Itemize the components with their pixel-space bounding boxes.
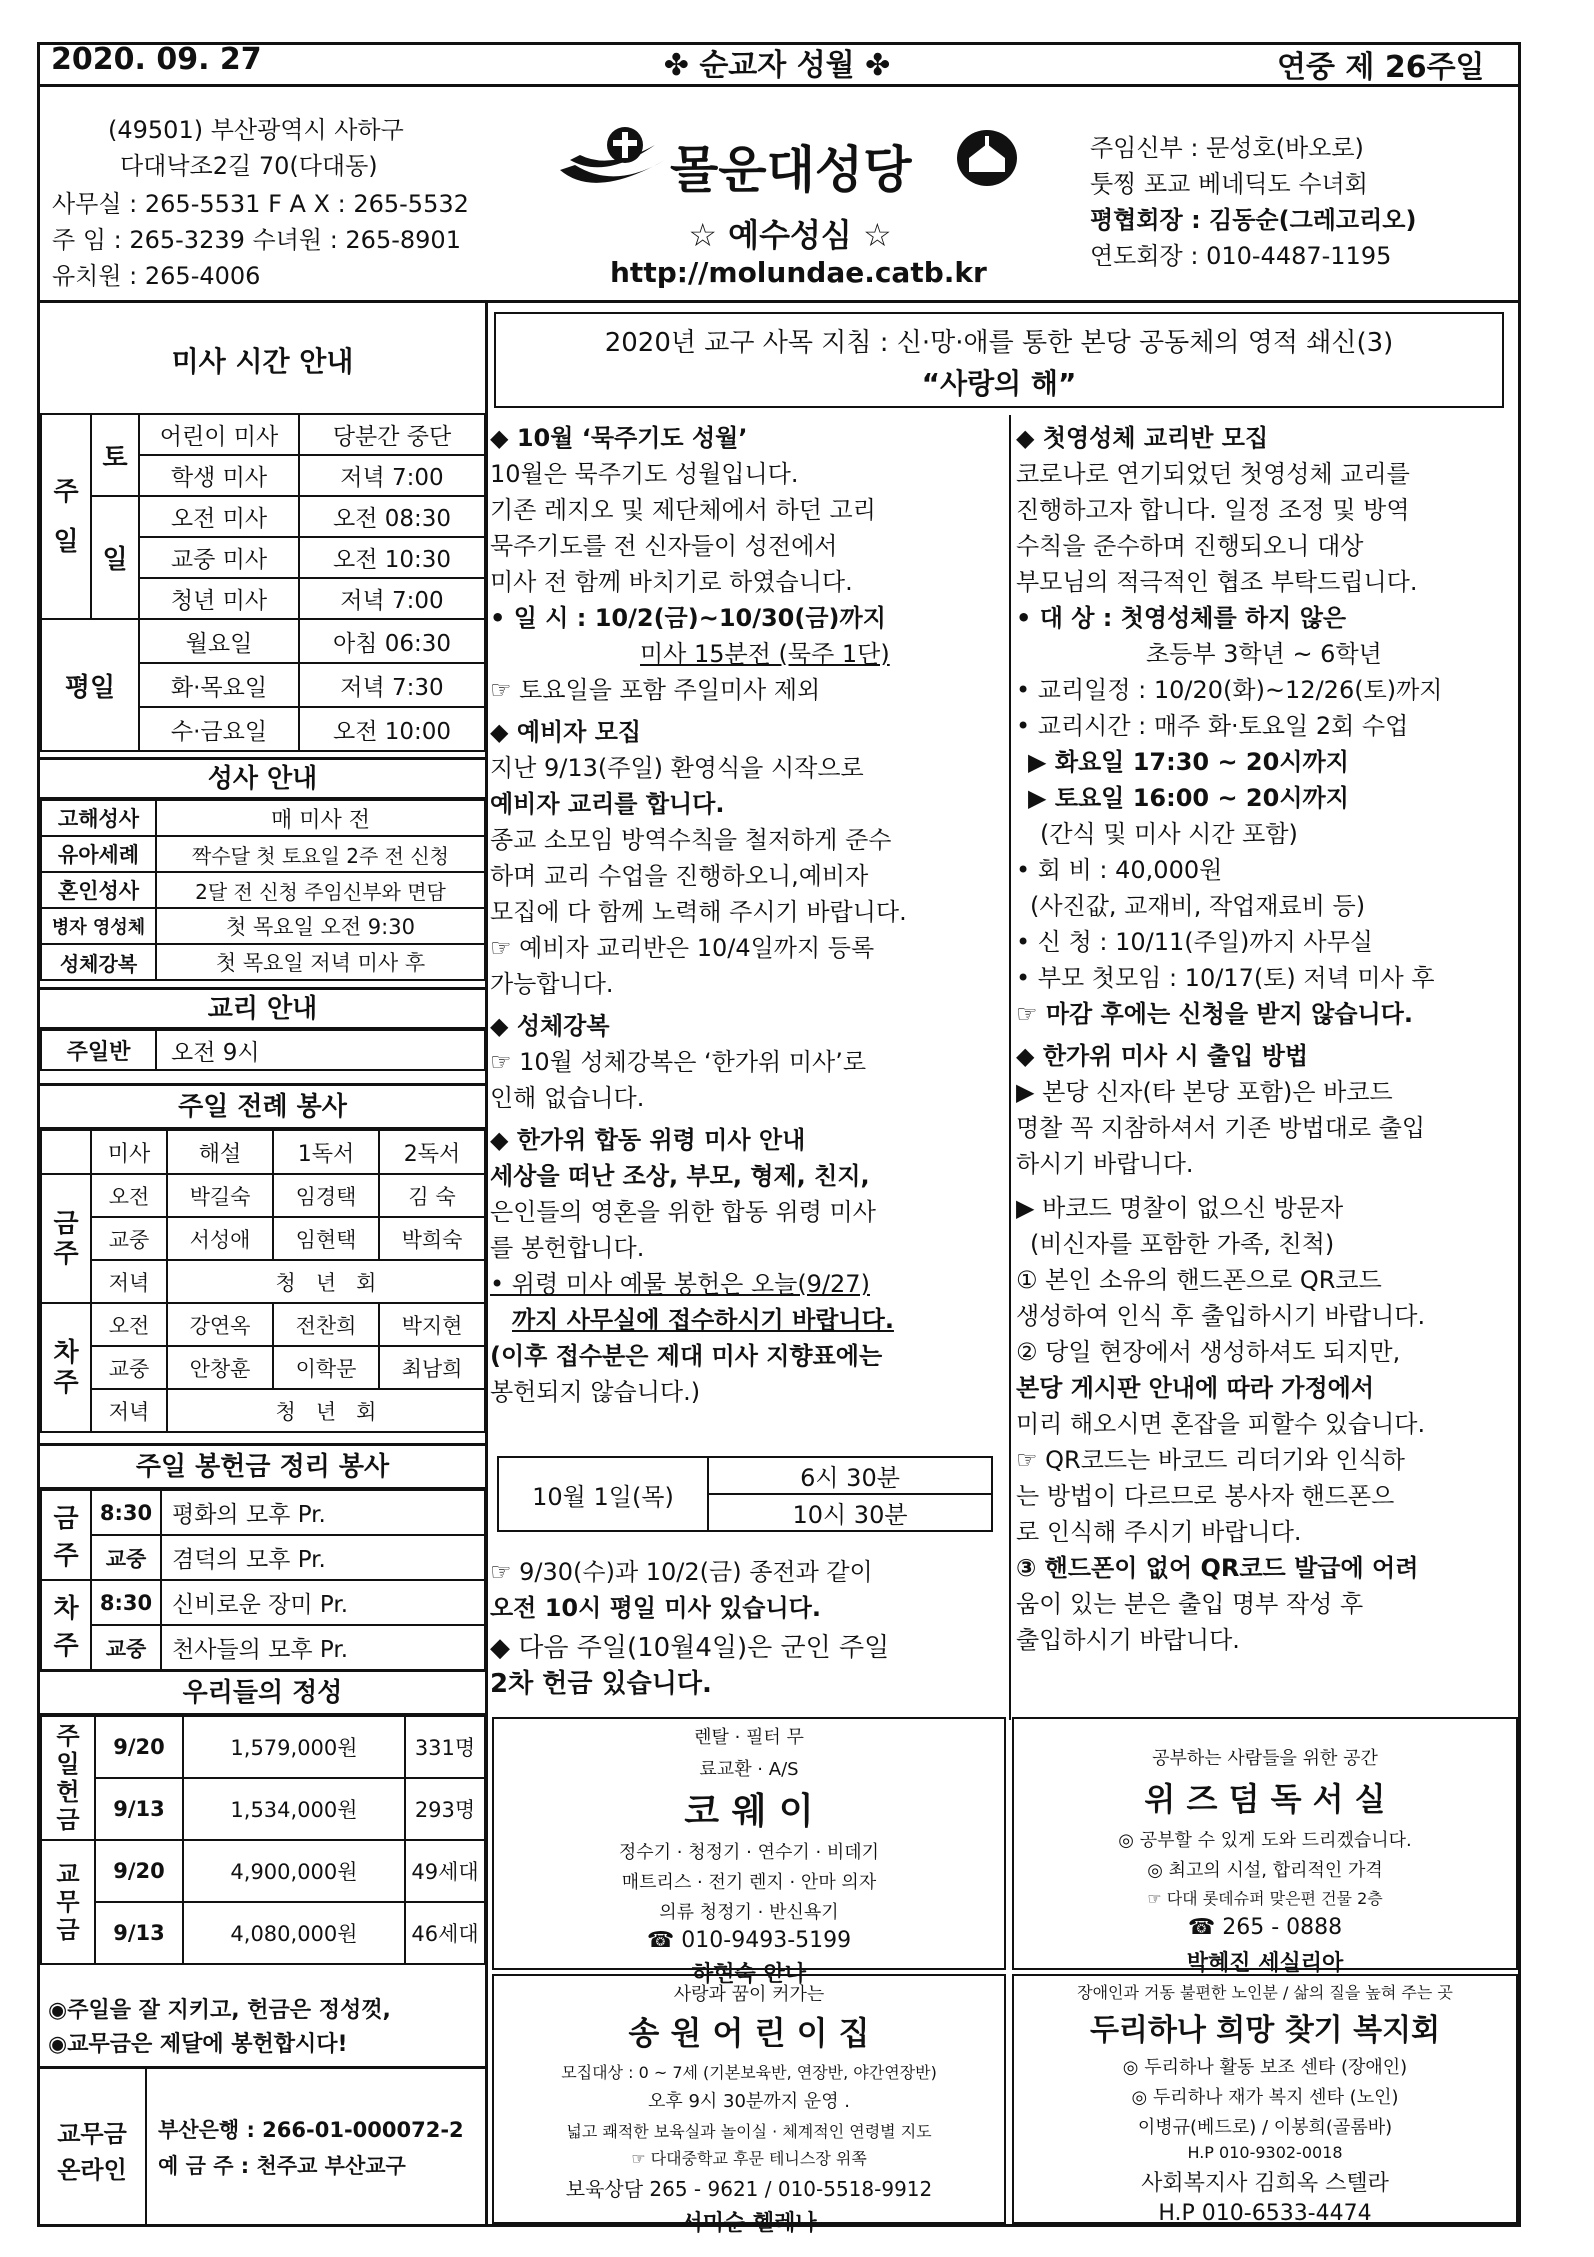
mass-time: 오전 10:00 — [299, 707, 485, 751]
issue-date: 2020. 09. 27 — [51, 42, 262, 77]
liturgy-person: 안창훈 — [167, 1346, 273, 1389]
liturgy-table — [40, 1129, 486, 1433]
mass-time: 저녁 7:30 — [299, 663, 485, 707]
entry-method-text: 출입하시기 바랍니다. — [1016, 1626, 1240, 1654]
ad-coway-products: 정수기 · 청정기 · 연수기 · 비데기 — [618, 1842, 880, 1863]
entry-method-text: 로 인식해 주시기 바랍니다. — [1016, 1518, 1302, 1546]
ad-wisdom-phone: ☎ 265 - 0888 — [1187, 1915, 1343, 1940]
dues-amount: 4,080,000원 — [183, 1902, 405, 1964]
liturgy-person: 박길숙 — [167, 1174, 273, 1217]
sacrament-value: 2달 전 신청 주임신부와 면담 — [156, 872, 485, 908]
memorial-text: (이후 접수분은 제대 미사 지향표에는 — [490, 1342, 883, 1370]
mass-name: 어린이 미사 — [139, 414, 299, 455]
offering-group: 평화의 모후 Pr. — [161, 1490, 485, 1535]
catechumen-text: 종교 소모임 방역수칙을 철저하게 준수 — [490, 826, 892, 854]
ad-coway-products: 의류 청정기 · 반신욕기 — [659, 1902, 839, 1923]
ad-coway-name: 코 웨 이 — [684, 1791, 814, 1832]
sacrament-value: 첫 목요일 오전 9:30 — [156, 908, 485, 944]
council-president: 평협회장 : 김동순(그레고리오) — [1090, 206, 1417, 234]
yeondo-president: 연도회장 : 010-4487-1195 — [1090, 242, 1392, 270]
mass-name: 교중 미사 — [139, 537, 299, 578]
address-line2: 다대낙조2길 70(다대동) — [120, 152, 378, 180]
entry-method-text: ③ 핸드폰이 없어 QR코드 발급에 어려 — [1016, 1554, 1419, 1582]
first-communion-text: 부모님의 적극적인 협조 부탁드립니다. — [1016, 568, 1418, 596]
dues-amount: 4,900,000원 — [183, 1840, 405, 1902]
left-notice-line1: ◉주일을 잘 지키고, 헌금은 정성껏, — [48, 1998, 391, 2023]
ad-durihana-name: 두리하나 희망 찾기 복지회 — [1089, 2013, 1441, 2048]
sacrament-value: 첫 목요일 저녁 미사 후 — [156, 944, 485, 980]
first-communion-text: • 신 청 : 10/11(주일)까지 사무실 — [1016, 928, 1373, 956]
offering-mass: 8:30 — [91, 1580, 161, 1625]
mass-time: 아침 06:30 — [299, 619, 485, 663]
catechism-label: 주일반 — [41, 1030, 156, 1070]
liturgy-group: 청 년 회 — [167, 1389, 485, 1432]
offering-mass: 교중 — [91, 1625, 161, 1670]
ad-coway-phone: ☎ 010-9493-5199 — [646, 1928, 852, 1953]
liturgy-next-week: 차주 — [41, 1303, 91, 1432]
ad-coway-tagline: 료교환 · A/S — [699, 1759, 799, 1780]
ad-durihana-contact: 사회복지사 김희옥 스텔라 — [1141, 2171, 1389, 2196]
catechumen-text: 예비자 교리를 합니다. — [490, 790, 725, 818]
entry-method-text: ☞ QR코드는 바코드 리더기와 인식하 — [1016, 1446, 1405, 1474]
sacrament-title: 성사 안내 — [40, 757, 485, 799]
next-sunday-note: 2차 헌금 있습니다. — [490, 1669, 712, 1699]
rosary-date: • 일 시 : 10/2(금)~10/30(금)까지 — [490, 604, 886, 632]
priest-phone: 주 임 : 265-3239 수녀원 : 265-8901 — [52, 226, 461, 254]
ad-songwon-content — [492, 1980, 1006, 2237]
offering-amount: 1,534,000원 — [183, 1778, 405, 1840]
dues-date: 9/13 — [95, 1902, 183, 1964]
sacrament-value: 짝수달 첫 토요일 2주 전 신청 — [156, 836, 485, 872]
sacrament-label: 혼인성사 — [41, 872, 156, 908]
memorial-mass-date: 10월 1일(목) — [498, 1457, 708, 1531]
kindergarten-phone: 유치원 : 265-4006 — [52, 262, 261, 290]
entry-method-title: ◆ 한가위 미사 시 출입 방법 — [1016, 1042, 1309, 1070]
pastoral-guideline-box — [494, 312, 1504, 408]
liturgy-title: 주일 전례 봉사 — [40, 1083, 485, 1129]
mass-name: 오전 미사 — [139, 496, 299, 537]
entry-method-text: ▶ 본당 신자(타 본당 포함)은 바코드 — [1016, 1078, 1393, 1106]
catechism-title: 교리 안내 — [40, 987, 485, 1029]
ad-coway-contact: 하현숙 안나 — [692, 1962, 806, 1987]
liturgy-person: 임현택 — [273, 1217, 379, 1260]
online-label-2: 온라인 — [57, 2156, 127, 2184]
offering-group: 천사들의 모후 Pr. — [161, 1625, 485, 1670]
first-communion-text: • 교리시간 : 매주 화·토요일 2회 수업 — [1016, 712, 1409, 740]
sacrament-label: 유아세례 — [41, 836, 156, 872]
mass-table — [40, 413, 486, 752]
offering-amount: 1,579,000원 — [183, 1716, 405, 1778]
column-1-bottom — [490, 1554, 1000, 1702]
liturgy-mass: 교중 — [91, 1346, 167, 1389]
next-sunday-note: ◆ 다음 주일(10월4일)은 군인 주일 — [490, 1633, 890, 1663]
offering-mass: 8:30 — [91, 1490, 161, 1535]
liturgy-person: 임경택 — [273, 1174, 379, 1217]
mass-sunday-day-label: 일 — [91, 496, 139, 619]
first-communion-text: (간식 및 미사 시간 포함) — [1040, 820, 1298, 848]
ad-wisdom-location: ☞ 다대 롯데슈퍼 맞은편 건물 2층 — [1147, 1889, 1383, 1908]
sacrament-label: 성체강복 — [41, 944, 156, 980]
first-communion-text: 초등부 3학년 ~ 6학년 — [1146, 640, 1382, 668]
memorial-text: 세상을 떠난 조상, 부모, 형제, 친지, — [490, 1162, 870, 1190]
ad-songwon-phone: 보육상담 265 - 9621 / 010-5518-9912 — [565, 2177, 933, 2201]
catechumen-text: 모집에 다 함께 노력해 주시기 바랍니다. — [490, 898, 907, 926]
church-url[interactable]: http://molundae.catb.kr — [610, 256, 987, 289]
ad-songwon-location: ☞ 다대중학교 후문 테니스장 위쪽 — [631, 2149, 867, 2168]
liturgy-header: 2독서 — [379, 1130, 485, 1174]
mass-name: 학생 미사 — [139, 455, 299, 496]
ad-wisdom-contact: 박혜진 세실리아 — [1186, 1951, 1344, 1976]
catechism-table — [40, 1029, 486, 1071]
mass-time: 저녁 7:00 — [299, 455, 485, 496]
first-communion-text: • 대 상 : 첫영성체를 하지 않은 — [1016, 604, 1347, 632]
online-label-1: 교무금 — [57, 2120, 127, 2148]
liturgy-mass: 교중 — [91, 1217, 167, 1260]
sisters: 툿찡 포교 베네딕도 수녀회 — [1090, 170, 1368, 198]
benediction-text: ☞ 10월 성체강복은 ‘한가위 미사’로 — [490, 1048, 867, 1076]
church-building-icon — [955, 128, 1019, 188]
mass-sunday-label: 주일 — [41, 414, 91, 619]
liturgy-person: 서성애 — [167, 1217, 273, 1260]
ad-wisdom-text: ◎ 최고의 시설, 합리적인 가격 — [1147, 1860, 1383, 1881]
ad-wisdom-tagline: 공부하는 사람들을 위한 공간 — [1152, 1748, 1378, 1769]
ad-durihana-phone: H.P 010-9302-0018 — [1187, 2143, 1343, 2162]
benediction-text: 인해 없습니다. — [490, 1084, 645, 1112]
ad-durihana-content — [1012, 1980, 1518, 2226]
memorial-mass-schedule — [497, 1456, 993, 1532]
left-notice-line2: ◉교무금은 제달에 봉헌합시다! — [48, 2032, 348, 2057]
rosary-note: ☞ 토요일을 포함 주일미사 제외 — [490, 676, 821, 704]
catechumen-text: 하며 교리 수업을 진행하오니,예비자 — [490, 862, 869, 890]
liturgical-week: 연중 제 26주일 — [1277, 50, 1485, 85]
church-name: 몰운대성당 — [670, 141, 912, 199]
first-communion-title: ◆ 첫영성체 교리반 모집 — [1016, 424, 1269, 452]
liturgy-header: 해설 — [167, 1130, 273, 1174]
liturgy-person: 김 숙 — [379, 1174, 485, 1217]
ad-durihana-contact-phone: H.P 010-6533-4474 — [1158, 2201, 1372, 2226]
dues-count: 49세대 — [405, 1840, 485, 1902]
first-communion-text: ▶ 토요일 16:00 ~ 20시까지 — [1028, 784, 1349, 812]
liturgy-group: 청 년 회 — [167, 1260, 485, 1303]
entry-method-text: ▶ 바코드 명찰이 없으신 방문자 — [1016, 1194, 1344, 1222]
mass-saturday-label: 토 — [91, 414, 139, 496]
catechism-value: 오전 9시 — [156, 1030, 485, 1070]
pastoral-line1: 2020년 교구 사목 지침 : 신·망·애를 통한 본당 공동체의 영적 쇄신(3) — [604, 328, 1394, 358]
mass-name: 월요일 — [139, 619, 299, 663]
first-communion-text: ☞ 마감 후에는 신청을 받지 않습니다. — [1016, 1000, 1413, 1028]
first-communion-text: (사진값, 교재비, 작업재료비 등) — [1030, 892, 1366, 920]
catechumen-text: ☞ 예비자 교리반은 10/4일까지 등록 — [490, 934, 875, 962]
memorial-text: 까지 사무실에 접수하시기 바랍니다. — [512, 1306, 894, 1334]
memorial-text: 를 봉헌합니다. — [490, 1234, 645, 1262]
ad-songwon-text: 모집대상 : 0 ~ 7세 (기본보육반, 연장반, 야간연장반) — [561, 2063, 937, 2082]
pastor: 주임신부 : 문성호(바오로) — [1090, 134, 1364, 162]
liturgy-person: 박지현 — [379, 1303, 485, 1346]
first-communion-text: 진행하고자 합니다. 일정 조정 및 방역 — [1016, 496, 1410, 524]
rosary-text: 묵주기도를 전 신자들이 성전에서 — [490, 532, 838, 560]
ad-songwon-text: 오후 9시 30분까지 운영 . — [647, 2091, 851, 2112]
rosary-title: ◆ 10월 ‘묵주기도 성월’ — [490, 424, 748, 452]
ad-durihana-text: ◎ 두리하나 재가 복지 센타 (노인) — [1131, 2087, 1399, 2108]
sincerity-table — [40, 1715, 486, 1965]
offering-count: 331명 — [405, 1716, 485, 1778]
mass-time: 오전 10:30 — [299, 537, 485, 578]
entry-method-text: 는 방법이 다르므로 봉사자 핸드폰으 — [1016, 1482, 1395, 1510]
first-communion-text: • 회 비 : 40,000원 — [1016, 856, 1223, 884]
sunday-offering-label: 주일 헌금 — [41, 1716, 95, 1840]
liturgy-mass: 저녁 — [91, 1260, 167, 1303]
church-logo — [555, 120, 675, 200]
liturgy-person: 최남희 — [379, 1346, 485, 1389]
dues-count: 46세대 — [405, 1902, 485, 1964]
memorial-mass-time: 6시 30분 — [708, 1457, 992, 1494]
parish-motto: ☆ 예수성심 ☆ — [688, 216, 892, 254]
weekday-mass-note: ☞ 9/30(수)과 10/2(금) 종전과 같이 — [490, 1558, 873, 1586]
entry-method-text: (비신자를 포함한 가족, 친척) — [1030, 1230, 1335, 1258]
mass-weekday-label: 평일 — [41, 619, 139, 751]
mass-name: 화·목요일 — [139, 663, 299, 707]
entry-method-text: 본당 게시판 안내에 따라 가정에서 — [1016, 1374, 1374, 1402]
benediction-title: ◆ 성체강복 — [490, 1012, 610, 1040]
rosary-text: 기존 레지오 및 제단체에서 하던 고리 — [490, 496, 876, 524]
memorial-mass-title: ◆ 한가위 합동 위령 미사 안내 — [490, 1126, 806, 1154]
address-line1: (49501) 부산광역시 사하구 — [108, 116, 404, 144]
mass-time: 저녁 7:00 — [299, 578, 485, 619]
online-account-holder: 예 금 주 : 천주교 부산교구 — [158, 2154, 406, 2178]
sacrament-table — [40, 799, 486, 981]
ad-coway-products: 매트리스 · 전기 렌지 · 안마 의자 — [621, 1872, 877, 1893]
online-bank-account: 부산은행 : 266-01-000072-2 — [158, 2118, 464, 2142]
entry-method-text: 생성하여 인식 후 출입하시기 바랍니다. — [1016, 1302, 1426, 1330]
memorial-text: 은인들의 영혼을 위한 합동 위령 미사 — [490, 1198, 876, 1226]
entry-method-text: 하시기 바랍니다. — [1016, 1150, 1194, 1178]
rosary-text: 미사 전 함께 바치기로 하였습니다. — [490, 568, 853, 596]
liturgy-this-week: 금주 — [41, 1174, 91, 1303]
ad-durihana-tagline: 장애인과 거동 불편한 노인분 / 삶의 질을 높혀 주는 곳 — [1077, 1983, 1453, 2002]
pastoral-line2: “사랑의 해” — [921, 367, 1077, 400]
month-theme: ✤ 순교자 성월 ✤ — [663, 48, 891, 83]
offering-service-table — [40, 1489, 486, 1671]
rosary-time: 미사 15분전 (묵주 1단) — [640, 640, 890, 668]
ad-songwon-tagline: 사랑과 꿈이 커가는 — [673, 1984, 825, 2005]
liturgy-mass: 오전 — [91, 1303, 167, 1346]
dues-label: 교무금 — [41, 1840, 95, 1964]
ad-coway-tagline: 렌탈 · 필터 무 — [694, 1727, 804, 1748]
sacrament-label: 고해성사 — [41, 800, 156, 836]
ad-songwon-name: 송 원 어 린 이 집 — [628, 2014, 870, 2052]
first-communion-text: 코로나로 연기되었던 첫영성체 교리를 — [1016, 460, 1410, 488]
entry-method-text: 미리 해오시면 혼잡을 피할수 있습니다. — [1016, 1410, 1426, 1438]
sincerity-title: 우리들의 정성 — [40, 1669, 485, 1715]
sacrament-value: 매 미사 전 — [156, 800, 485, 836]
liturgy-person: 박희숙 — [379, 1217, 485, 1260]
liturgy-person: 전찬희 — [273, 1303, 379, 1346]
column-1 — [490, 420, 1000, 1410]
entry-method-text: 명찰 꼭 지참하셔서 기존 방법대로 출입 — [1016, 1114, 1426, 1142]
memorial-text: • 위령 미사 예물 봉헌은 오늘(9/27) — [490, 1270, 870, 1298]
ad-songwon-contact: 서미순 헬레나 — [681, 2211, 817, 2236]
first-communion-text: ▶ 화요일 17:30 ~ 20시까지 — [1028, 748, 1349, 776]
weekday-mass-note: 오전 10시 평일 미사 있습니다. — [490, 1594, 821, 1622]
catechumen-text: 지난 9/13(주일) 환영식을 시작으로 — [490, 754, 864, 782]
first-communion-text: • 교리일정 : 10/20(화)~12/26(토)까지 — [1016, 676, 1443, 704]
dues-date: 9/20 — [95, 1840, 183, 1902]
liturgy-person: 강연옥 — [167, 1303, 273, 1346]
ad-coway-content — [492, 1723, 1006, 1988]
offering-group: 겸덕의 모후 Pr. — [161, 1535, 485, 1580]
liturgy-header: 미사 — [91, 1130, 167, 1174]
ad-wisdom-text: ◎ 공부할 수 있게 도와 드리겠습니다. — [1118, 1830, 1412, 1851]
rosary-text: 10월은 묵주기도 성월입니다. — [490, 460, 799, 488]
liturgy-mass: 오전 — [91, 1174, 167, 1217]
offering-count: 293명 — [405, 1778, 485, 1840]
mass-time: 당분간 중단 — [299, 414, 485, 455]
catechumen-title: ◆ 예비자 모집 — [490, 718, 642, 746]
column-2 — [1016, 420, 1516, 1658]
memorial-mass-time: 10시 30분 — [708, 1494, 992, 1531]
offering-date: 9/20 — [95, 1716, 183, 1778]
mass-time: 오전 08:30 — [299, 496, 485, 537]
entry-method-text: ② 당일 현장에서 생성하셔도 되지만, — [1016, 1338, 1401, 1366]
liturgy-mass: 저녁 — [91, 1389, 167, 1432]
offering-this-week: 금주 — [41, 1490, 91, 1580]
mass-title: 미사 시간 안내 — [171, 345, 354, 378]
first-communion-text: 수칙을 준수하며 진행되오니 대상 — [1016, 532, 1364, 560]
offering-group: 신비로운 장미 Pr. — [161, 1580, 485, 1625]
catechumen-text: 가능합니다. — [490, 970, 614, 998]
ad-durihana-text: 이병규(베드로) / 이봉희(골롬바) — [1137, 2117, 1393, 2138]
entry-method-text: 움이 있는 분은 출입 명부 작성 후 — [1016, 1590, 1364, 1618]
offering-next-week: 차주 — [41, 1580, 91, 1670]
offering-mass: 교중 — [91, 1535, 161, 1580]
entry-method-text: ① 본인 소유의 핸드폰으로 QR코드 — [1016, 1266, 1382, 1294]
ad-wisdom-content — [1012, 1744, 1518, 1977]
mass-name: 수·금요일 — [139, 707, 299, 751]
first-communion-text: • 부모 첫모임 : 10/17(토) 저녁 미사 후 — [1016, 964, 1435, 992]
offering-date: 9/13 — [95, 1778, 183, 1840]
mass-name: 청년 미사 — [139, 578, 299, 619]
offering-service-title: 주일 봉헌금 정리 봉사 — [40, 1443, 485, 1489]
sacrament-label: 병자 영성체 — [41, 908, 156, 944]
ad-songwon-text: 넓고 쾌적한 보육실과 놀이실 · 체계적인 연령별 지도 — [566, 2122, 932, 2141]
ad-wisdom-name: 위 즈 덤 독 서 실 — [1144, 1780, 1386, 1818]
liturgy-header: 1독서 — [273, 1130, 379, 1174]
ad-durihana-text: ◎ 두리하나 활동 보조 센타 (장애인) — [1122, 2057, 1408, 2078]
liturgy-person: 이학문 — [273, 1346, 379, 1389]
memorial-text: 봉헌되지 않습니다.) — [490, 1378, 701, 1406]
office-phone: 사무실 : 265-5531 F A X : 265-5532 — [52, 190, 469, 218]
